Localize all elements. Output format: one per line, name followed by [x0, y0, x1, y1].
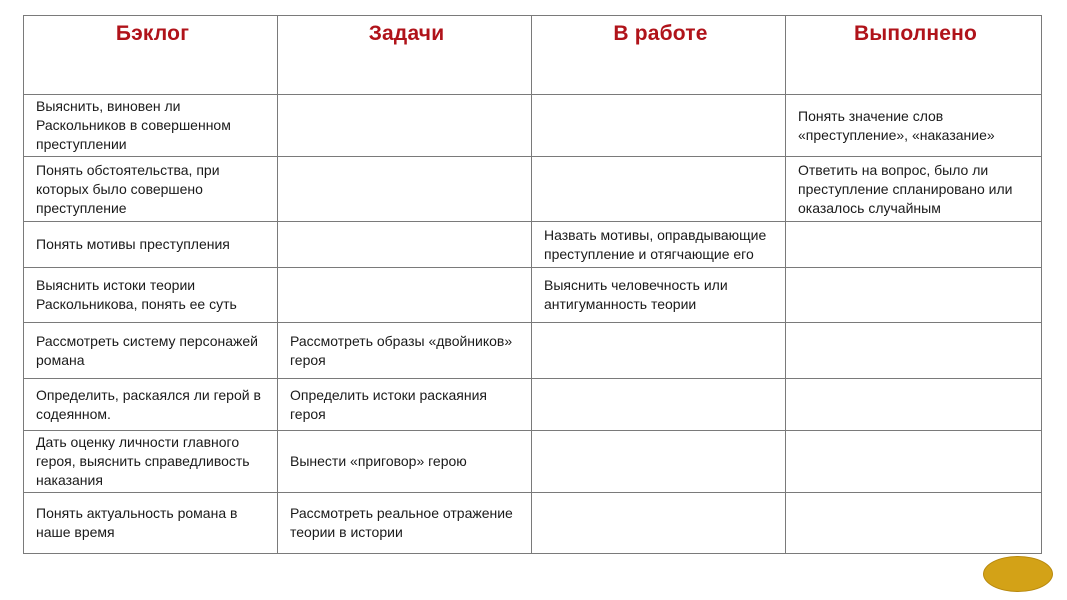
backlog-cell: [24, 379, 278, 431]
backlog-cell: [24, 493, 278, 554]
tasks-cell: [278, 157, 532, 222]
table-row: [24, 157, 1042, 222]
in-progress-cell: [532, 493, 786, 554]
cell-text: Выяснить человечность или антигуманность теории: [544, 277, 728, 312]
cell-text: Выяснить, виновен ли Раскольников в совершенном преступлении: [36, 98, 231, 152]
tasks-cell: [278, 323, 532, 379]
table-row: [24, 379, 1042, 431]
done-cell: [786, 323, 1042, 379]
table-row: [24, 222, 1042, 268]
cell-text: Определить истоки раскаяния героя: [290, 386, 488, 422]
tasks-cell: [278, 95, 532, 157]
cell-text: Рассмотреть образы «двойников» героя: [290, 332, 513, 368]
cell-text: Назвать мотивы, оправдывающие преступление и отягчающие его: [544, 226, 767, 262]
cell-text: Понять мотивы преступления: [36, 236, 230, 252]
backlog-cell: [24, 222, 278, 268]
cell-text: Дать оценку личности главного героя, выяснить справедливость наказания: [36, 434, 250, 488]
in-progress-cell: [532, 157, 786, 222]
gold-oval-nav-icon[interactable]: [983, 556, 1053, 592]
column-header-done: Выполнено: [786, 16, 1042, 95]
column-header-backlog: Бэклог: [24, 16, 278, 95]
in-progress-cell: [532, 431, 786, 493]
column-header-in-progress: В работе: [532, 16, 786, 95]
done-cell: [786, 222, 1042, 268]
tasks-cell: [278, 222, 532, 268]
cell-text: Понять актуальность романа в наше время: [36, 505, 238, 540]
header-row: [24, 16, 1042, 95]
backlog-cell: [24, 157, 278, 222]
cell-text: Вынести «приговор» герою: [290, 453, 467, 469]
column-header-tasks: Задачи: [278, 16, 532, 95]
in-progress-cell: [532, 268, 786, 323]
cell-text: Понять обстоятельства, при которых было совершено преступление: [36, 161, 220, 216]
done-cell: [786, 95, 1042, 157]
done-cell: [786, 379, 1042, 431]
backlog-cell: [24, 431, 278, 493]
done-cell: [786, 268, 1042, 323]
backlog-cell: [24, 323, 278, 379]
backlog-cell: [24, 95, 278, 157]
in-progress-cell: [532, 222, 786, 268]
in-progress-cell: [532, 95, 786, 157]
table-row: [24, 268, 1042, 323]
cell-text: Ответить на вопрос, было ли преступление спланировано или оказалось случайным: [798, 161, 1013, 216]
cell-text: Понять значение слов «преступление», «наказание»: [798, 107, 995, 143]
kanban-table: [23, 15, 1042, 554]
done-cell: [786, 431, 1042, 493]
cell-text: Рассмотреть реальное отражение теории в истории: [290, 505, 513, 540]
tasks-cell: [278, 431, 532, 493]
table-row: [24, 431, 1042, 493]
tasks-cell: [278, 493, 532, 554]
table-row: [24, 323, 1042, 379]
in-progress-cell: [532, 323, 786, 379]
cell-text: Определить, раскаялся ли герой в содеянном.: [36, 386, 261, 422]
tasks-cell: [278, 268, 532, 323]
done-cell: [786, 157, 1042, 222]
backlog-cell: [24, 268, 278, 323]
in-progress-cell: [532, 379, 786, 431]
done-cell: [786, 493, 1042, 554]
table-row: [24, 95, 1042, 157]
table-row: [24, 493, 1042, 554]
cell-text: Выяснить истоки теории Раскольникова, понять ее суть: [36, 277, 237, 312]
cell-text: Рассмотреть систему персонажей романа: [36, 332, 258, 368]
tasks-cell: [278, 379, 532, 431]
